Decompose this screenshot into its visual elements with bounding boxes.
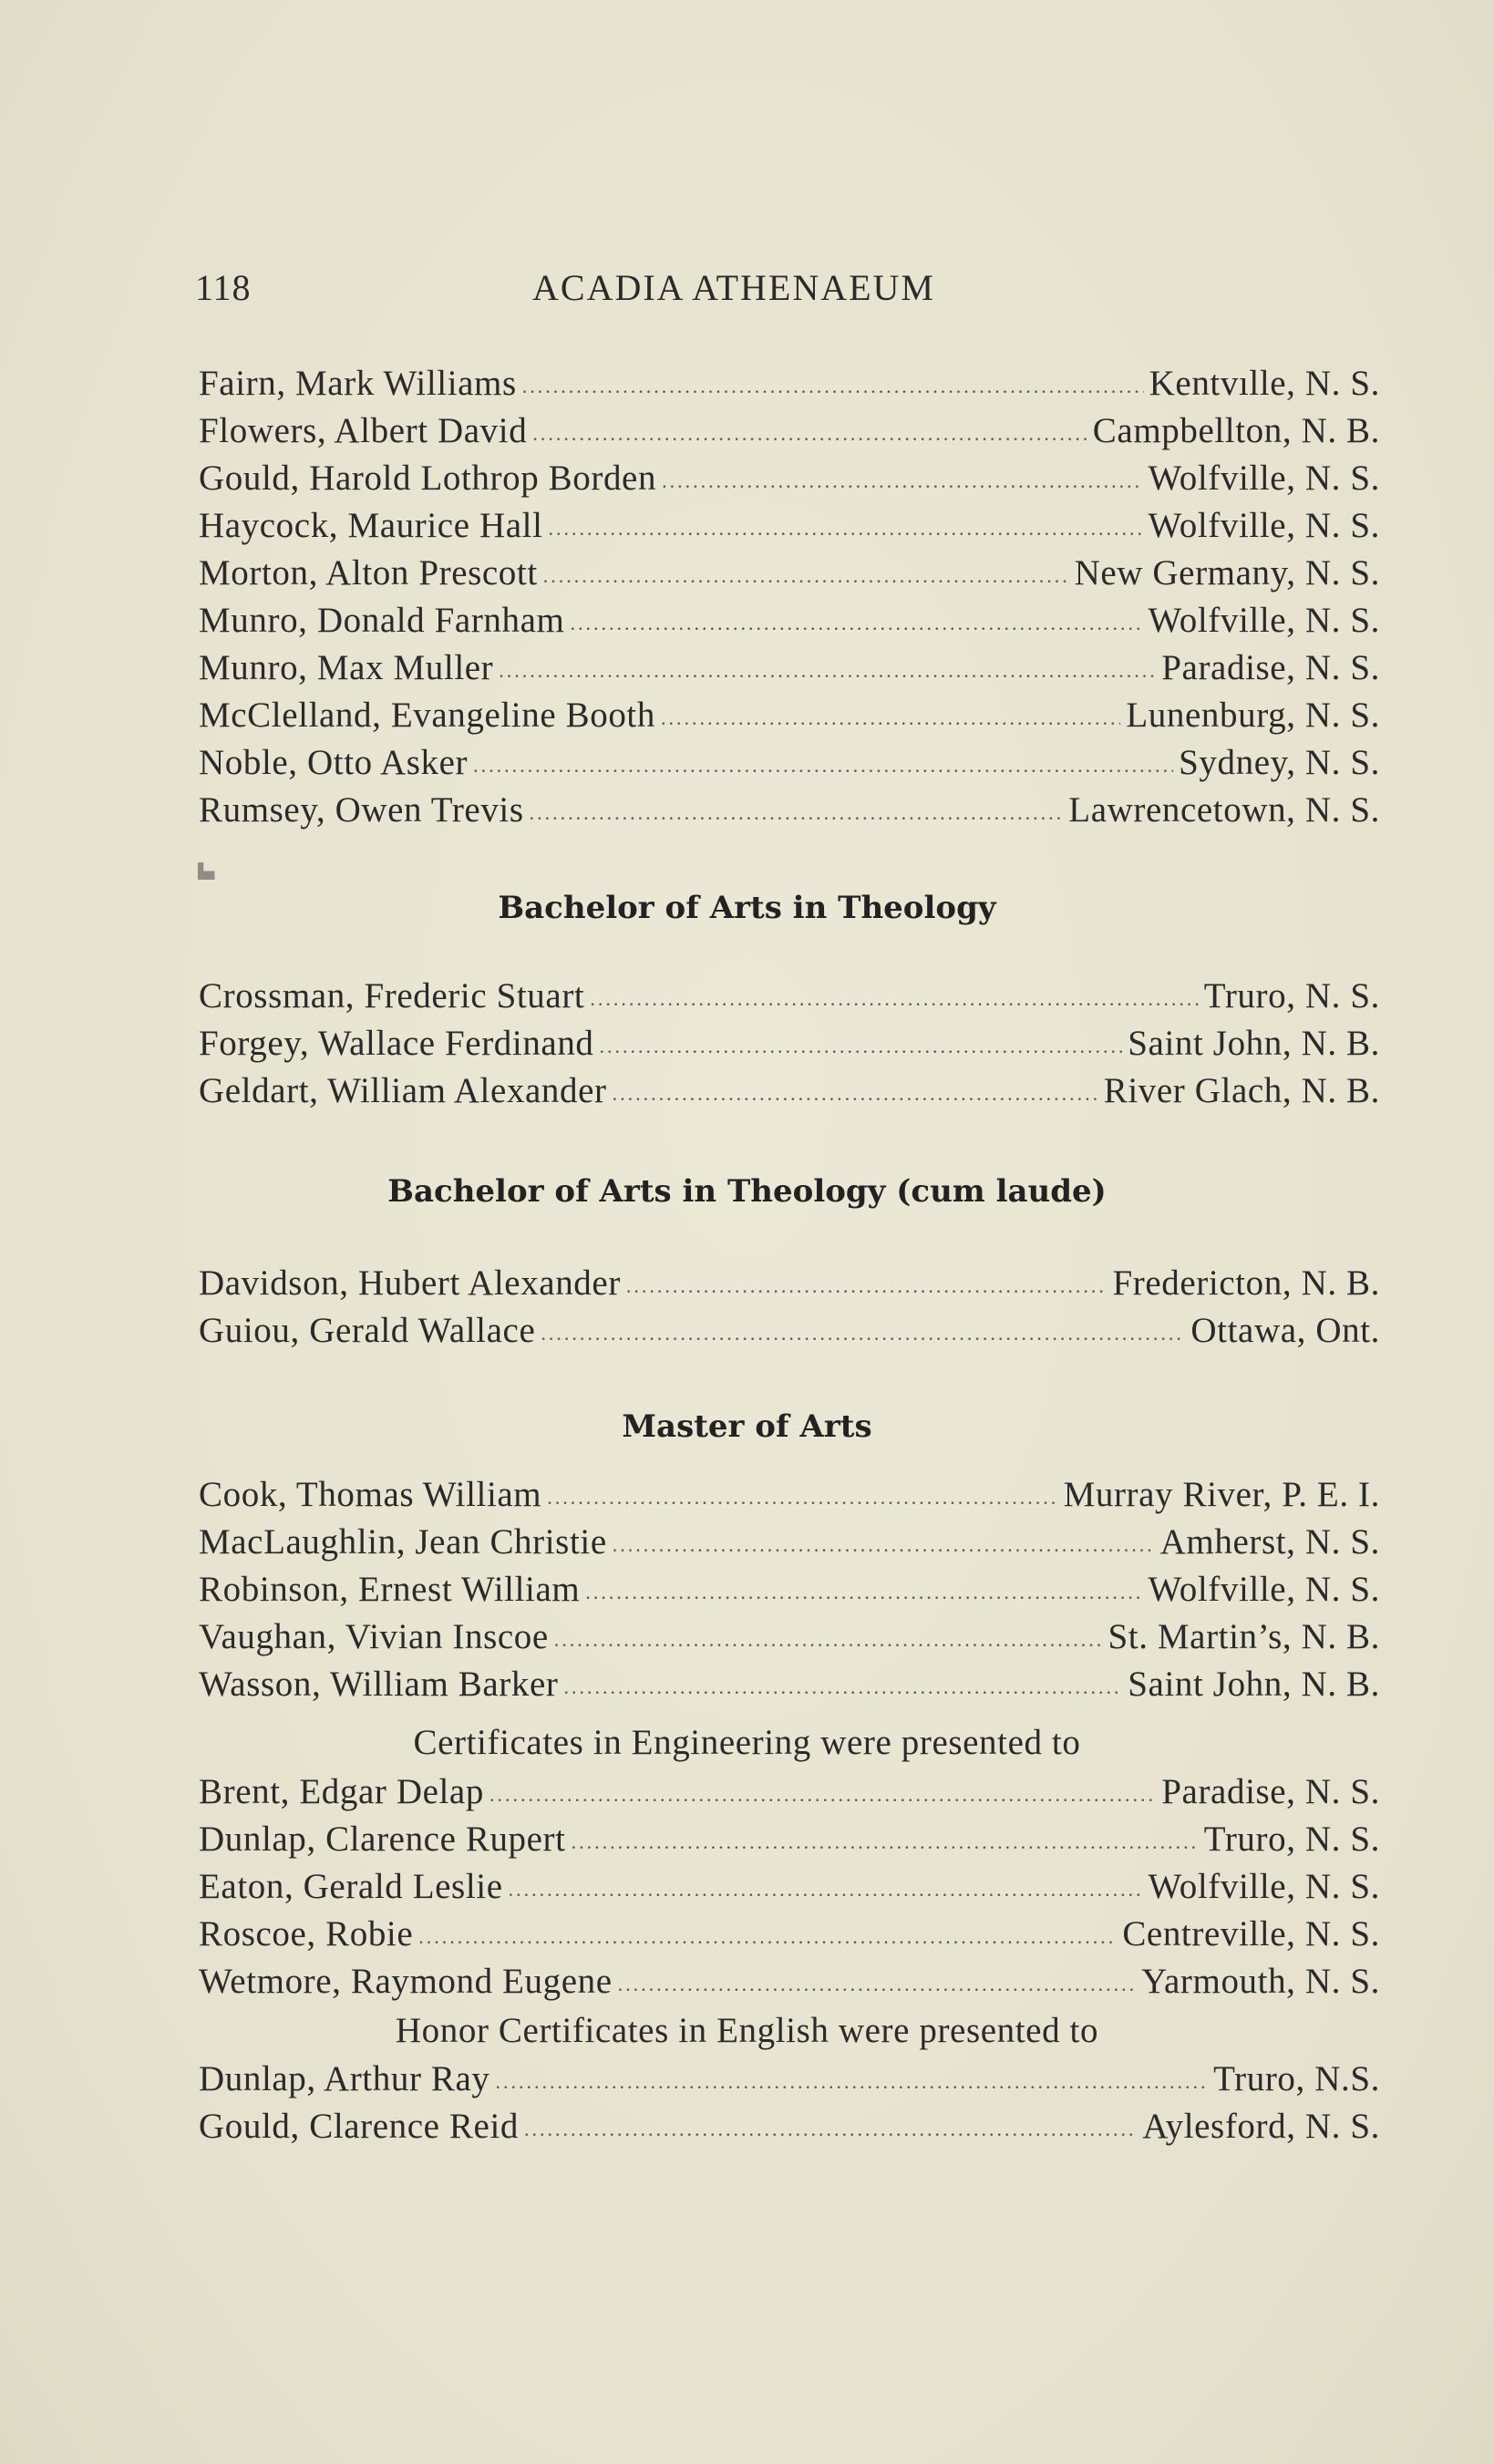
leader-dots xyxy=(585,1581,1142,1604)
leader-dots xyxy=(626,1274,1108,1298)
leader-dots xyxy=(662,469,1142,493)
graduate-hometown: River Glach, N. B. xyxy=(1103,1071,1380,1110)
list-item xyxy=(199,1310,1380,1357)
graduate-hometown: Paradise, N. S. xyxy=(1161,648,1380,687)
graduate-hometown: Sydney, N. S. xyxy=(1179,743,1380,782)
leader-dots xyxy=(590,987,1198,1011)
graduate-name: Vaughan, Vivian Inscoe xyxy=(199,1617,549,1656)
leader-dots xyxy=(489,1783,1156,1807)
list-item xyxy=(199,1521,1380,1569)
list-item xyxy=(199,742,1380,789)
graduate-name: Flowers, Albert David xyxy=(199,411,528,450)
leader-dots xyxy=(600,1035,1123,1058)
running-header xyxy=(195,266,1380,321)
graduate-name: Morton, Alton Prescott xyxy=(199,553,538,593)
graduate-hometown: Campbellton, N. B. xyxy=(1092,411,1380,450)
leader-dots xyxy=(570,612,1142,635)
leader-dots xyxy=(473,754,1173,778)
graduate-hometown: Lunenburg, N. S. xyxy=(1126,696,1380,735)
certificates-list-english xyxy=(199,2058,1380,2153)
graduate-name: Wasson, William Barker xyxy=(199,1665,559,1704)
graduate-hometown: Fredericton, N. B. xyxy=(1112,1263,1380,1303)
graduate-hometown: Truro, N. S. xyxy=(1203,976,1380,1015)
recipient-hometown: Aylesford, N. S. xyxy=(1142,2107,1380,2146)
graduate-hometown: Wolfville, N. S. xyxy=(1148,601,1380,640)
graduate-name: Noble, Otto Asker xyxy=(199,743,469,782)
recipient-hometown: Yarmouth, N. S. xyxy=(1141,1962,1380,2001)
leader-dots xyxy=(509,1878,1143,1902)
section-heading-master-of-arts: Master of Arts xyxy=(622,1408,872,1445)
graduate-hometown: Lawrencetown, N. S. xyxy=(1068,790,1380,830)
graduate-hometown: St. Martin’s, N. B. xyxy=(1108,1617,1380,1656)
section-heading-theology: Bachelor of Arts in Theology xyxy=(498,890,996,926)
recipient-name: Eaton, Gerald Leslie xyxy=(199,1867,503,1906)
graduate-hometown: New Germany, N. S. xyxy=(1074,553,1380,593)
leader-dots xyxy=(496,2070,1209,2094)
list-item xyxy=(199,1070,1380,1118)
list-item xyxy=(199,2106,1380,2153)
list-item xyxy=(199,1263,1380,1310)
graduate-name: Crossman, Frederic Stuart xyxy=(199,976,585,1015)
page-number: 118 xyxy=(195,267,252,308)
list-item xyxy=(199,647,1380,695)
graduate-name: Forgey, Wallace Ferdinand xyxy=(199,1024,594,1063)
recipient-hometown: Truro, N.S. xyxy=(1213,2059,1380,2098)
section-heading-engineering: Certificates in Engineering were presented to xyxy=(413,1723,1081,1762)
list-item xyxy=(199,1819,1380,1866)
graduate-name: Cook, Thomas William xyxy=(199,1475,542,1514)
leader-dots xyxy=(563,1675,1122,1699)
graduate-hometown: Wolfville, N. S. xyxy=(1148,459,1380,498)
graduate-hometown: Wolfville, N. S. xyxy=(1148,1570,1380,1609)
leader-dots xyxy=(572,1830,1199,1854)
leader-dots xyxy=(549,517,1143,541)
graduate-hometown: Murray River, P. E. I. xyxy=(1063,1475,1380,1514)
leader-dots xyxy=(613,1533,1155,1557)
graduate-hometown: Amherst, N. S. xyxy=(1159,1522,1380,1562)
graduate-name: Robinson, Ernest William xyxy=(199,1570,581,1609)
recipient-hometown: Truro, N. S. xyxy=(1203,1820,1380,1859)
graduate-name: Rumsey, Owen Trevis xyxy=(199,790,524,830)
list-item xyxy=(199,1866,1380,1913)
list-item xyxy=(199,1771,1380,1819)
graduate-name: Guiou, Gerald Wallace xyxy=(199,1311,536,1350)
list-item xyxy=(199,1664,1380,1711)
leader-dots xyxy=(543,564,1069,588)
journal-title: ACADIA ATHENAEUM xyxy=(532,267,935,308)
list-item xyxy=(199,600,1380,647)
list-item xyxy=(199,552,1380,600)
recipient-name: Wetmore, Raymond Eugene xyxy=(199,1962,613,2001)
recipient-hometown: Paradise, N. S. xyxy=(1161,1772,1380,1811)
recipient-name: Brent, Edgar Delap xyxy=(199,1772,484,1811)
list-item xyxy=(199,1569,1380,1616)
leader-dots xyxy=(532,422,1087,446)
leader-dots xyxy=(547,1486,1057,1510)
list-item xyxy=(199,695,1380,742)
recipient-name: Dunlap, Arthur Ray xyxy=(199,2059,490,2098)
list-item xyxy=(199,1023,1380,1070)
list-item xyxy=(199,363,1380,410)
graduate-name: Fairn, Mark Williams xyxy=(199,364,517,403)
graduate-hometown: Saint John, N. B. xyxy=(1128,1024,1380,1063)
graduate-name: McClelland, Evangeline Booth xyxy=(199,696,655,735)
list-item xyxy=(199,2058,1380,2106)
graduate-hometown: Saint John, N. B. xyxy=(1128,1665,1380,1704)
graduates-list-theology-cum-laude xyxy=(199,1263,1380,1357)
leader-dots xyxy=(418,1925,1117,1949)
graduate-name: MacLaughlin, Jean Christie xyxy=(199,1522,607,1562)
section-heading-theology-cum-laude: Bachelor of Arts in Theology (cum laude) xyxy=(387,1173,1107,1210)
list-item xyxy=(199,410,1380,458)
graduate-hometown: Wolfville, N. S. xyxy=(1148,506,1380,545)
leader-dots xyxy=(524,2118,1137,2141)
leader-dots xyxy=(661,706,1120,730)
recipient-name: Roscoe, Robie xyxy=(199,1914,414,1954)
list-item xyxy=(199,1616,1380,1664)
leader-dots xyxy=(522,375,1144,398)
section-heading-english: Honor Certificates in English were presented to xyxy=(395,2011,1099,2050)
leader-dots xyxy=(499,659,1156,683)
leader-dots xyxy=(618,1973,1137,1996)
leader-dots xyxy=(554,1628,1103,1652)
list-item xyxy=(199,505,1380,552)
leader-dots xyxy=(613,1082,1098,1106)
graduate-name: Davidson, Hubert Alexander xyxy=(199,1263,621,1303)
graduates-list-master xyxy=(199,1474,1380,1711)
leader-dots xyxy=(530,801,1064,825)
recipient-hometown: Wolfville, N. S. xyxy=(1148,1867,1380,1906)
list-item xyxy=(199,1474,1380,1521)
list-item xyxy=(199,1913,1380,1961)
graduate-name: Gould, Harold Lothrop Borden xyxy=(199,459,657,498)
certificates-list-engineering xyxy=(199,1771,1380,2008)
recipient-name: Dunlap, Clarence Rupert xyxy=(199,1820,566,1859)
graduate-name: Haycock, Maurice Hall xyxy=(199,506,543,545)
graduate-name: Munro, Donald Farnham xyxy=(199,601,565,640)
graduates-list-theology xyxy=(199,975,1380,1118)
graduates-list-top xyxy=(199,363,1380,837)
recipient-hometown: Centreville, N. S. xyxy=(1122,1914,1380,1954)
graduate-hometown: Ottawa, Ont. xyxy=(1190,1311,1380,1350)
recipient-name: Gould, Clarence Reid xyxy=(199,2107,519,2146)
graduate-name: Geldart, William Alexander xyxy=(199,1071,607,1110)
graduate-hometown: Kentvılle, N. S. xyxy=(1149,364,1380,403)
list-item xyxy=(199,458,1380,505)
leader-dots xyxy=(541,1322,1185,1345)
list-item xyxy=(199,789,1380,837)
ink-blot: ▙▖ xyxy=(198,862,221,880)
graduate-name: Munro, Max Muller xyxy=(199,648,494,687)
list-item xyxy=(199,975,1380,1023)
list-item xyxy=(199,1961,1380,2008)
